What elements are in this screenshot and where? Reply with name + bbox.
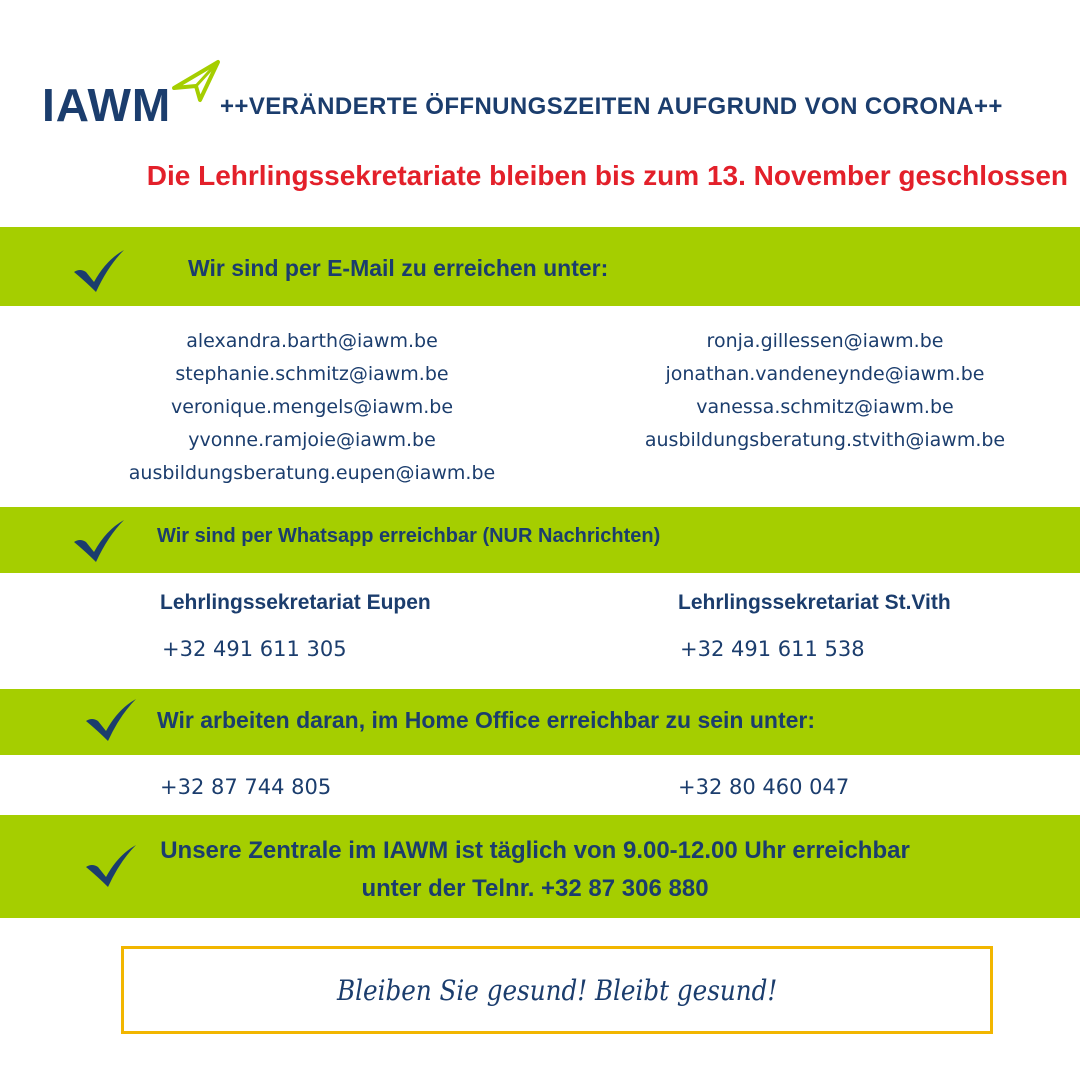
stvith-phone[interactable]: +32 491 611 538 — [680, 637, 865, 661]
email-link[interactable]: ausbildungsberatung.eupen@iawm.be — [128, 462, 496, 484]
homeoffice-phone-left[interactable]: +32 87 744 805 — [160, 775, 332, 799]
email-link[interactable]: alexandra.barth@iawm.be — [186, 330, 438, 352]
email-section-heading: Wir sind per E-Mail zu erreichen unter: — [188, 255, 609, 281]
whatsapp-section-heading: Wir sind per Whatsapp erreichbar (NUR Nachrichten) — [157, 525, 661, 547]
closed-notice: Die Lehrlingssekretariate bleiben bis zum 13. November geschlossen — [146, 160, 1068, 191]
greeting-text: Bleiben Sie gesund! Bleibt gesund! — [336, 973, 778, 1007]
checkmark-icon — [72, 518, 126, 564]
email-link[interactable]: yvonne.ramjoie@iawm.be — [188, 429, 436, 451]
zentrale-line-1: Unsere Zentrale im IAWM ist täglich von 9.00-12.00 Uhr erreichbar — [160, 837, 910, 864]
iawm-logo — [42, 58, 222, 130]
email-link[interactable]: vanessa.schmitz@iawm.be — [696, 396, 954, 418]
email-link[interactable]: ausbildungsberatung.stvith@iawm.be — [644, 429, 1006, 451]
email-link[interactable]: veronique.mengels@iawm.be — [170, 396, 454, 418]
eupen-phone[interactable]: +32 491 611 305 — [162, 637, 347, 661]
checkmark-icon — [84, 697, 138, 743]
email-link[interactable]: stephanie.schmitz@iawm.be — [175, 363, 449, 385]
zentrale-line-2: unter der Telnr. +32 87 306 880 — [361, 875, 709, 902]
page-headline: ++VERÄNDERTE ÖFFNUNGSZEITEN AUFGRUND VON CORONA++ — [220, 93, 1003, 120]
stvith-title: Lehrlingssekretariat St.Vith — [678, 591, 951, 614]
email-link[interactable]: ronja.gillessen@iawm.be — [706, 330, 944, 352]
zentrale-text — [150, 832, 920, 908]
logo-text: IAWM — [42, 79, 172, 131]
checkmark-icon — [84, 843, 138, 889]
homeoffice-section-heading: Wir arbeiten daran, im Home Office erreichbar zu sein unter: — [157, 707, 816, 733]
homeoffice-phone-right[interactable]: +32 80 460 047 — [678, 775, 850, 799]
email-link[interactable]: jonathan.vandeneynde@iawm.be — [665, 363, 985, 385]
email-list-left — [90, 325, 534, 490]
eupen-title: Lehrlingssekretariat Eupen — [160, 591, 431, 614]
paper-plane-arrow-icon — [170, 58, 222, 104]
email-list-right — [600, 325, 1050, 457]
checkmark-icon — [72, 248, 126, 294]
greeting-box — [121, 946, 993, 1034]
